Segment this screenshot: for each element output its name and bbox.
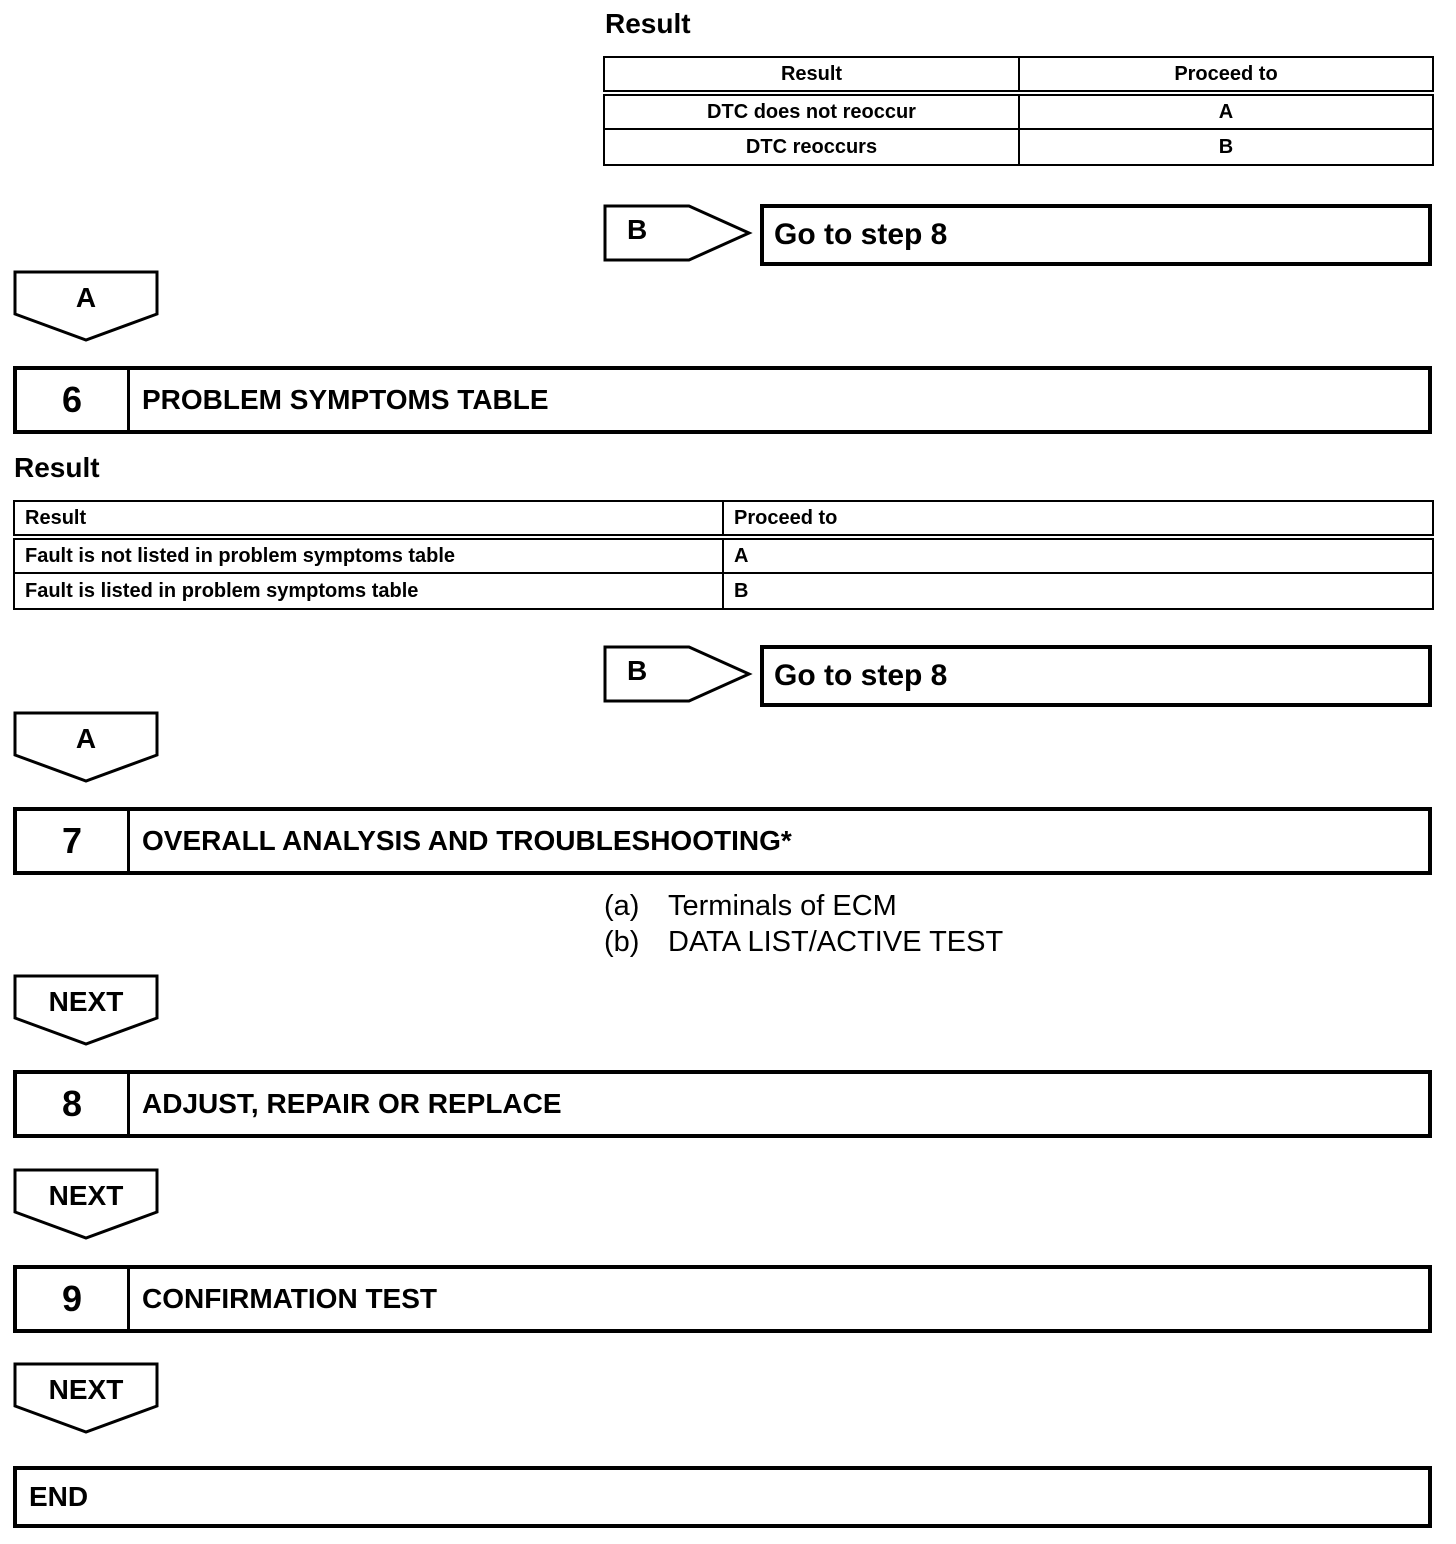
result-cell: DTC reoccurs — [604, 129, 1019, 165]
goto-step-8-box[interactable]: Go to step 8 — [760, 204, 1432, 266]
list-item — [604, 890, 897, 923]
result-cell: DTC does not reoccur — [604, 93, 1019, 129]
result-table-1 — [603, 56, 1434, 166]
arrow-label: A — [75, 282, 97, 313]
column-header-proceed: Proceed to — [723, 501, 1433, 537]
list-marker: (a) — [604, 890, 640, 922]
result-cell: Fault is not listed in problem symptoms table — [14, 537, 723, 573]
result-heading-1: Result — [605, 8, 691, 39]
goto-step-8-box[interactable]: Go to step 8 — [760, 645, 1432, 707]
step-number: 7 — [17, 811, 130, 871]
proceed-cell: B — [1019, 129, 1433, 165]
table-row — [14, 537, 1433, 573]
step-number: 9 — [17, 1269, 130, 1329]
branch-b-arrow — [603, 645, 753, 703]
proceed-a-arrow — [13, 270, 159, 344]
branch-label: B — [627, 214, 648, 245]
result-table-2 — [13, 500, 1434, 610]
list-text: DATA LIST/ACTIVE TEST — [668, 926, 1004, 958]
step-7-header — [13, 807, 1432, 875]
table-row — [604, 93, 1433, 129]
table-row — [604, 129, 1433, 165]
proceed-cell: A — [723, 537, 1433, 573]
step-number: 6 — [17, 370, 130, 430]
right-arrow-icon — [603, 645, 753, 703]
step-6-header — [13, 366, 1432, 434]
arrow-label: NEXT — [48, 986, 124, 1017]
result-cell: Fault is listed in problem symptoms table — [14, 573, 723, 609]
arrow-label: NEXT — [48, 1374, 124, 1405]
proceed-cell: B — [723, 573, 1433, 609]
proceed-cell: A — [1019, 93, 1433, 129]
arrow-label: NEXT — [48, 1180, 124, 1211]
branch-b-arrow — [603, 204, 753, 262]
next-arrow — [13, 1168, 159, 1242]
branch-label: B — [627, 655, 648, 686]
step-title: OVERALL ANALYSIS AND TROUBLESHOOTING* — [142, 825, 792, 856]
step-title: ADJUST, REPAIR OR REPLACE — [142, 1088, 562, 1119]
list-text: Terminals of ECM — [668, 890, 897, 922]
end-box: END — [13, 1466, 1432, 1528]
list-item — [604, 926, 1003, 959]
step-title: CONFIRMATION TEST — [142, 1283, 438, 1314]
column-header-result: Result — [14, 501, 723, 537]
list-marker: (b) — [604, 926, 640, 958]
column-header-proceed: Proceed to — [1019, 57, 1433, 93]
proceed-a-arrow — [13, 711, 159, 785]
step-title: PROBLEM SYMPTOMS TABLE — [142, 384, 549, 415]
right-arrow-icon — [603, 204, 753, 262]
step-8-header — [13, 1070, 1432, 1138]
result-heading-2: Result — [14, 452, 100, 483]
step-9-header — [13, 1265, 1432, 1333]
column-header-result: Result — [604, 57, 1019, 93]
next-arrow — [13, 974, 159, 1048]
arrow-label: A — [75, 723, 97, 754]
table-row — [14, 573, 1433, 609]
step-number: 8 — [17, 1074, 130, 1134]
next-arrow — [13, 1362, 159, 1436]
